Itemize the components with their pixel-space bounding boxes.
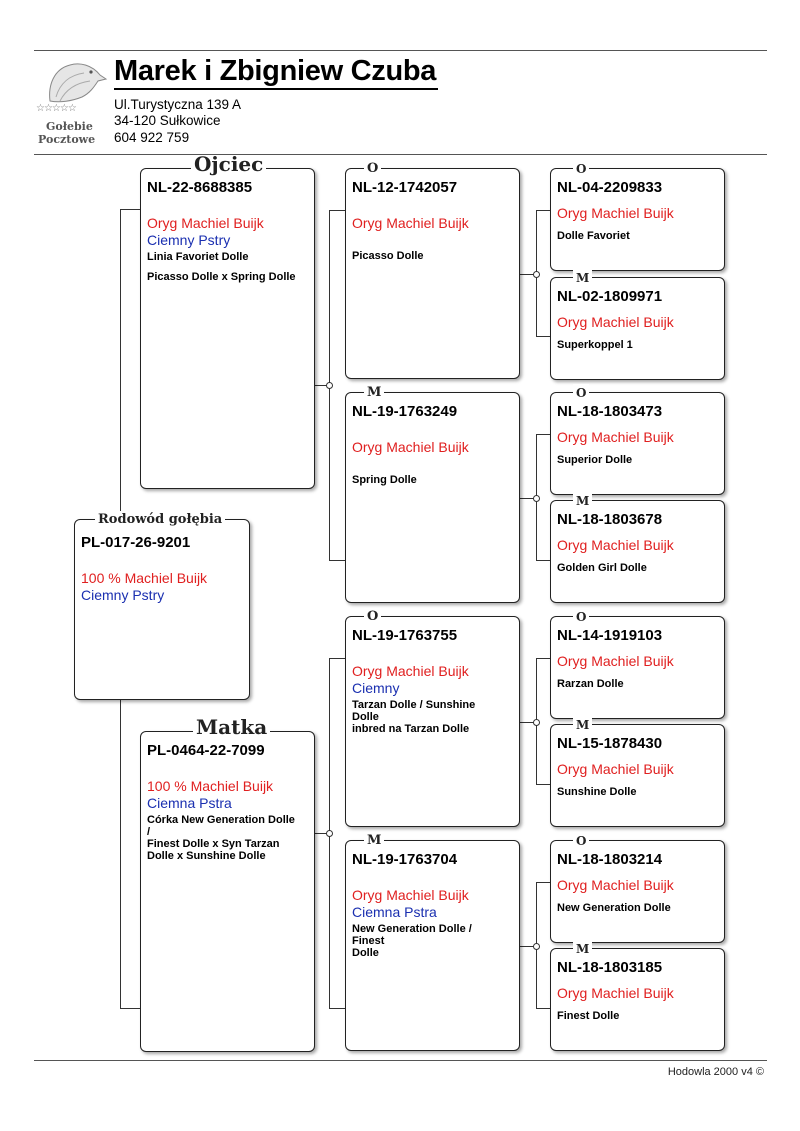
great-grandparent-card bbox=[550, 494, 725, 603]
connector-knot bbox=[326, 382, 333, 389]
logo-text-1: Gołebie bbox=[46, 120, 93, 133]
father-color: Ciemny Pstry bbox=[147, 232, 231, 248]
connector bbox=[536, 434, 550, 435]
connector bbox=[329, 658, 345, 659]
subject-card bbox=[74, 512, 250, 700]
father-card bbox=[140, 152, 315, 489]
father-label: Ojciec bbox=[191, 155, 266, 173]
top-rule bbox=[34, 50, 767, 51]
grandparent-card bbox=[345, 161, 520, 379]
gp-note: Spring Dolle bbox=[352, 474, 417, 486]
ggp-note: Rarzan Dolle bbox=[557, 678, 624, 690]
ggp-label: M bbox=[573, 269, 592, 287]
gp-note: Picasso Dolle bbox=[352, 250, 424, 262]
subject-color: Ciemny Pstry bbox=[81, 587, 165, 603]
connector bbox=[536, 658, 550, 659]
address-line-1: Ul.Turystyczna 139 A bbox=[114, 97, 242, 112]
ggp-breeder: Oryg Machiel Buijk bbox=[557, 537, 674, 553]
connector bbox=[329, 560, 345, 561]
gp-breeder: Oryg Machiel Buijk bbox=[352, 887, 469, 903]
connector-knot bbox=[533, 495, 540, 502]
great-grandparent-card bbox=[550, 386, 725, 495]
great-grandparent-card bbox=[550, 271, 725, 380]
great-grandparent-card bbox=[550, 162, 725, 271]
footer-text: Hodowla 2000 v4 © bbox=[667, 1066, 764, 1078]
father-ring: NL-22-8688385 bbox=[147, 179, 253, 196]
logo-text-2: Pocztowe bbox=[38, 133, 96, 146]
connector bbox=[536, 560, 550, 561]
great-grandparent-card bbox=[550, 718, 725, 827]
subject-ring: PL-017-26-9201 bbox=[81, 534, 191, 551]
ggp-note: Superkoppel 1 bbox=[557, 339, 633, 351]
ggp-label: O bbox=[573, 160, 589, 178]
connector bbox=[536, 336, 550, 337]
father-breeder: Oryg Machiel Buijk bbox=[147, 215, 264, 231]
ggp-breeder: Oryg Machiel Buijk bbox=[557, 314, 674, 330]
ggp-breeder: Oryg Machiel Buijk bbox=[557, 761, 674, 777]
mother-note: Córka New Generation Dolle / Finest Dolle x Syn Tarzan Dolle x Sunshine Dolle bbox=[147, 814, 295, 862]
owner-name: Marek i Zbigniew Czuba bbox=[114, 55, 438, 90]
ggp-breeder: Oryg Machiel Buijk bbox=[557, 877, 674, 893]
gp-label: M bbox=[364, 832, 384, 850]
great-grandparent-card bbox=[550, 834, 725, 943]
connector bbox=[329, 1008, 345, 1009]
connector-knot bbox=[326, 830, 333, 837]
header-rule bbox=[34, 154, 767, 155]
ggp-label: O bbox=[573, 608, 589, 626]
ggp-ring: NL-18-1803678 bbox=[557, 511, 663, 528]
mother-card bbox=[140, 715, 315, 1052]
ggp-note: Sunshine Dolle bbox=[557, 786, 637, 798]
ggp-label: M bbox=[573, 940, 592, 958]
ggp-ring: NL-18-1803214 bbox=[557, 851, 663, 868]
mother-ring: PL-0464-22-7099 bbox=[147, 742, 265, 759]
gp-breeder: Oryg Machiel Buijk bbox=[352, 215, 469, 231]
ggp-ring: NL-04-2209833 bbox=[557, 179, 663, 196]
grandparent-card bbox=[345, 833, 520, 1051]
connector bbox=[120, 209, 140, 210]
ggp-note: Golden Girl Dolle bbox=[557, 562, 647, 574]
grandparent-card bbox=[345, 609, 520, 827]
father-note-2: Picasso Dolle x Spring Dolle bbox=[147, 271, 296, 283]
grandparent-card bbox=[345, 385, 520, 603]
ggp-label: O bbox=[573, 832, 589, 850]
connector bbox=[329, 210, 345, 211]
gp-note: New Generation Dolle / Finest Dolle bbox=[352, 923, 472, 959]
connector-knot bbox=[533, 271, 540, 278]
phone: 604 922 759 bbox=[114, 130, 190, 145]
connector-knot bbox=[533, 719, 540, 726]
gp-color: Ciemny bbox=[352, 680, 400, 696]
mother-breeder: 100 % Machiel Buijk bbox=[147, 778, 274, 794]
pigeon-logo bbox=[36, 57, 108, 147]
ggp-breeder: Oryg Machiel Buijk bbox=[557, 429, 674, 445]
ggp-ring: NL-14-1919103 bbox=[557, 627, 663, 644]
logo-stars: ☆☆☆☆☆ bbox=[36, 103, 76, 114]
mother-label: Matka bbox=[193, 718, 270, 736]
connector-knot bbox=[533, 943, 540, 950]
connector bbox=[536, 1008, 550, 1009]
ggp-ring: NL-02-1809971 bbox=[557, 288, 663, 305]
ggp-breeder: Oryg Machiel Buijk bbox=[557, 985, 674, 1001]
gp-label: M bbox=[364, 384, 384, 402]
gp-breeder: Oryg Machiel Buijk bbox=[352, 663, 469, 679]
connector bbox=[120, 700, 121, 1008]
ggp-label: M bbox=[573, 716, 592, 734]
father-note-1: Linia Favoriet Dolle bbox=[147, 251, 249, 263]
subject-label: Rodowód gołębia bbox=[95, 511, 225, 529]
great-grandparent-card bbox=[550, 610, 725, 719]
gp-ring: NL-12-1742057 bbox=[352, 179, 458, 196]
ggp-note: Dolle Favoriet bbox=[557, 230, 630, 242]
subject-breeder: 100 % Machiel Buijk bbox=[81, 570, 208, 586]
pigeon-icon bbox=[36, 57, 108, 107]
gp-label: O bbox=[364, 608, 381, 626]
address-line-2: 34-120 Sułkowice bbox=[114, 113, 221, 128]
connector bbox=[536, 210, 550, 211]
ggp-note: New Generation Dolle bbox=[557, 902, 671, 914]
ggp-ring: NL-15-1878430 bbox=[557, 735, 663, 752]
gp-breeder: Oryg Machiel Buijk bbox=[352, 439, 469, 455]
gp-note: Tarzan Dolle / Sunshine Dolle inbred na Tarzan Dolle bbox=[352, 699, 476, 735]
ggp-ring: NL-18-1803473 bbox=[557, 403, 663, 420]
ggp-label: O bbox=[573, 384, 589, 402]
ggp-label: M bbox=[573, 492, 592, 510]
gp-ring: NL-19-1763249 bbox=[352, 403, 458, 420]
mother-color: Ciemna Pstra bbox=[147, 795, 232, 811]
ggp-ring: NL-18-1803185 bbox=[557, 959, 663, 976]
great-grandparent-card bbox=[550, 942, 725, 1051]
ggp-breeder: Oryg Machiel Buijk bbox=[557, 653, 674, 669]
gp-color: Ciemna Pstra bbox=[352, 904, 437, 920]
footer-rule bbox=[34, 1060, 767, 1061]
connector bbox=[536, 784, 550, 785]
ggp-breeder: Oryg Machiel Buijk bbox=[557, 205, 674, 221]
connector bbox=[536, 882, 550, 883]
gp-label: O bbox=[364, 160, 381, 178]
gp-ring: NL-19-1763755 bbox=[352, 627, 458, 644]
connector bbox=[120, 1008, 140, 1009]
ggp-note: Finest Dolle bbox=[557, 1010, 620, 1022]
gp-ring: NL-19-1763704 bbox=[352, 851, 458, 868]
connector bbox=[120, 209, 121, 521]
ggp-note: Superior Dolle bbox=[557, 454, 633, 466]
